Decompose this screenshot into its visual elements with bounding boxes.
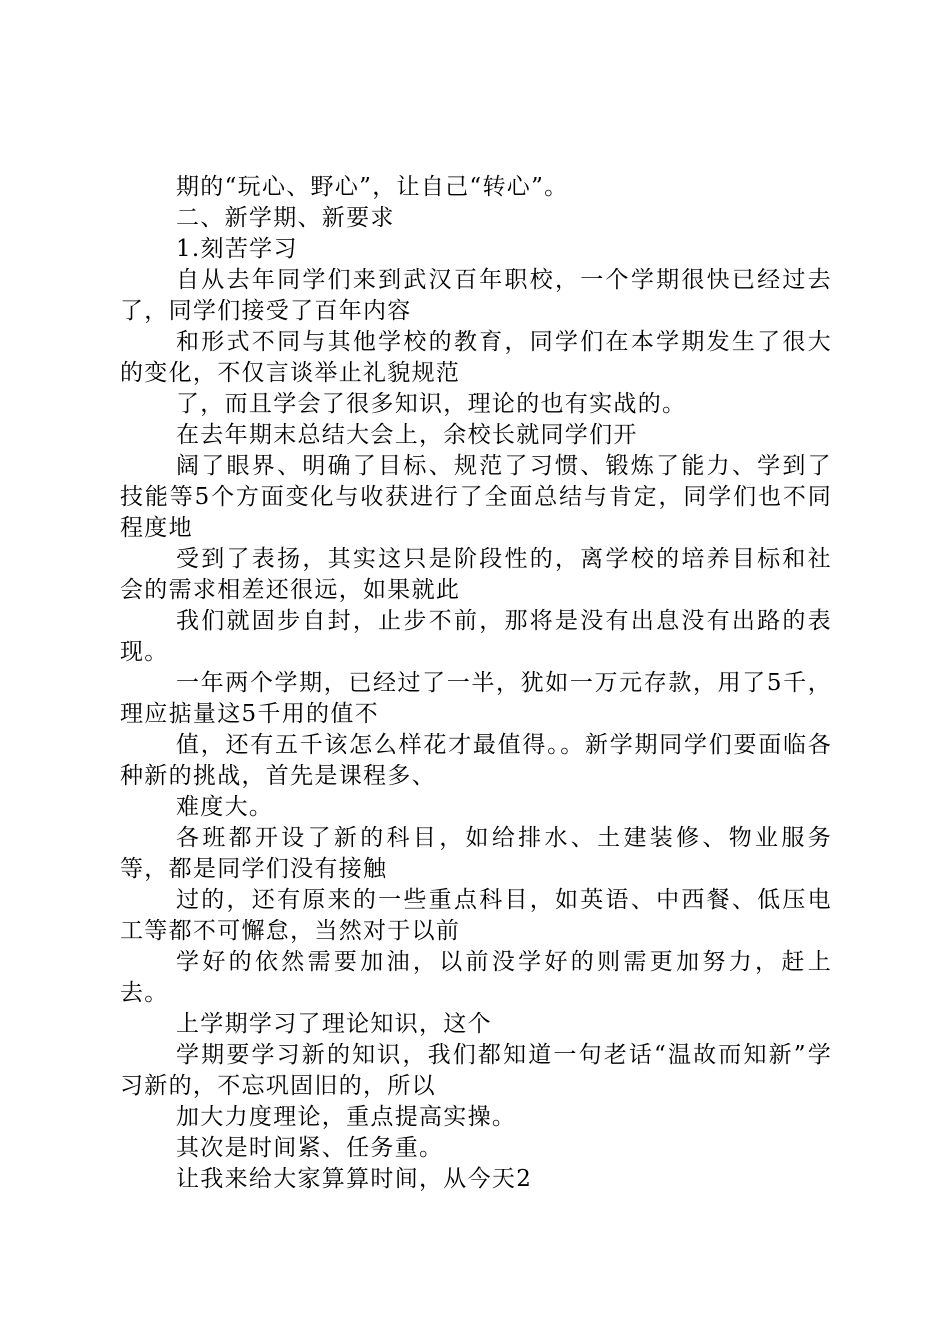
paragraph: 学好的依然需要加油，以前没学好的则需更加努力，赶上去。 bbox=[120, 949, 832, 1006]
section-heading: 二、新学期、新要求 bbox=[176, 205, 395, 231]
paragraph: 上学期学习了理论知识，这个 bbox=[176, 1011, 492, 1037]
paragraph: 学期要学习新的知识，我们都知道一句老话“温故而知新”学习新的，不忘巩固旧的，所以 bbox=[120, 1042, 832, 1099]
paragraph: 值，还有五千该怎么样花才最值得。。新学期同学们要面临各种新的挑战，首先是课程多、 bbox=[120, 732, 832, 789]
paragraph: 我们就固步自封，止步不前，那将是没有出息没有出路的表现。 bbox=[120, 608, 832, 665]
paragraph: 难度大。 bbox=[176, 794, 274, 820]
paragraph: 阔了眼界、明确了目标、规范了习惯、锻炼了能力、学到了技能等5个方面变化与收获进行了全面总结与肯定，同学们也不同程度地 bbox=[120, 453, 832, 541]
paragraph: 让我来给大家算算时间，从今天2 bbox=[176, 1166, 533, 1192]
paragraph: 其次是时间紧、任务重。 bbox=[176, 1135, 444, 1161]
paragraph: 加大力度理论，重点提高实操。 bbox=[176, 1104, 517, 1130]
paragraph: 自从去年同学们来到武汉百年职校，一个学期很快已经过去了，同学们接受了百年内容 bbox=[120, 267, 832, 324]
paragraph: 期的“玩心、野心”，让自己“转心”。 bbox=[176, 174, 569, 200]
paragraph: 了，而且学会了很多知识，理论的也有实战的。 bbox=[176, 391, 687, 417]
paragraph: 和形式不同与其他学校的教育，同学们在本学期发生了很大的变化，不仅言谈举止礼貌规范 bbox=[120, 329, 832, 386]
subsection-heading: 1.刻苦学习 bbox=[176, 236, 298, 262]
document-body bbox=[120, 172, 832, 1195]
paragraph: 各班都开设了新的科目，如给排水、土建装修、物业服务等，都是同学们没有接触 bbox=[120, 825, 832, 882]
paragraph: 在去年期末总结大会上，余校长就同学们开 bbox=[176, 422, 638, 448]
paragraph: 过的，还有原来的一些重点科目，如英语、中西餐、低压电工等都不可懈怠，当然对于以前 bbox=[120, 887, 832, 944]
paragraph: 一年两个学期，已经过了一半，犹如一万元存款，用了5千，理应掂量这5千用的值不 bbox=[120, 670, 832, 727]
paragraph: 受到了表扬，其实这只是阶段性的，离学校的培养目标和社会的需求相差还很远，如果就此 bbox=[120, 546, 832, 603]
